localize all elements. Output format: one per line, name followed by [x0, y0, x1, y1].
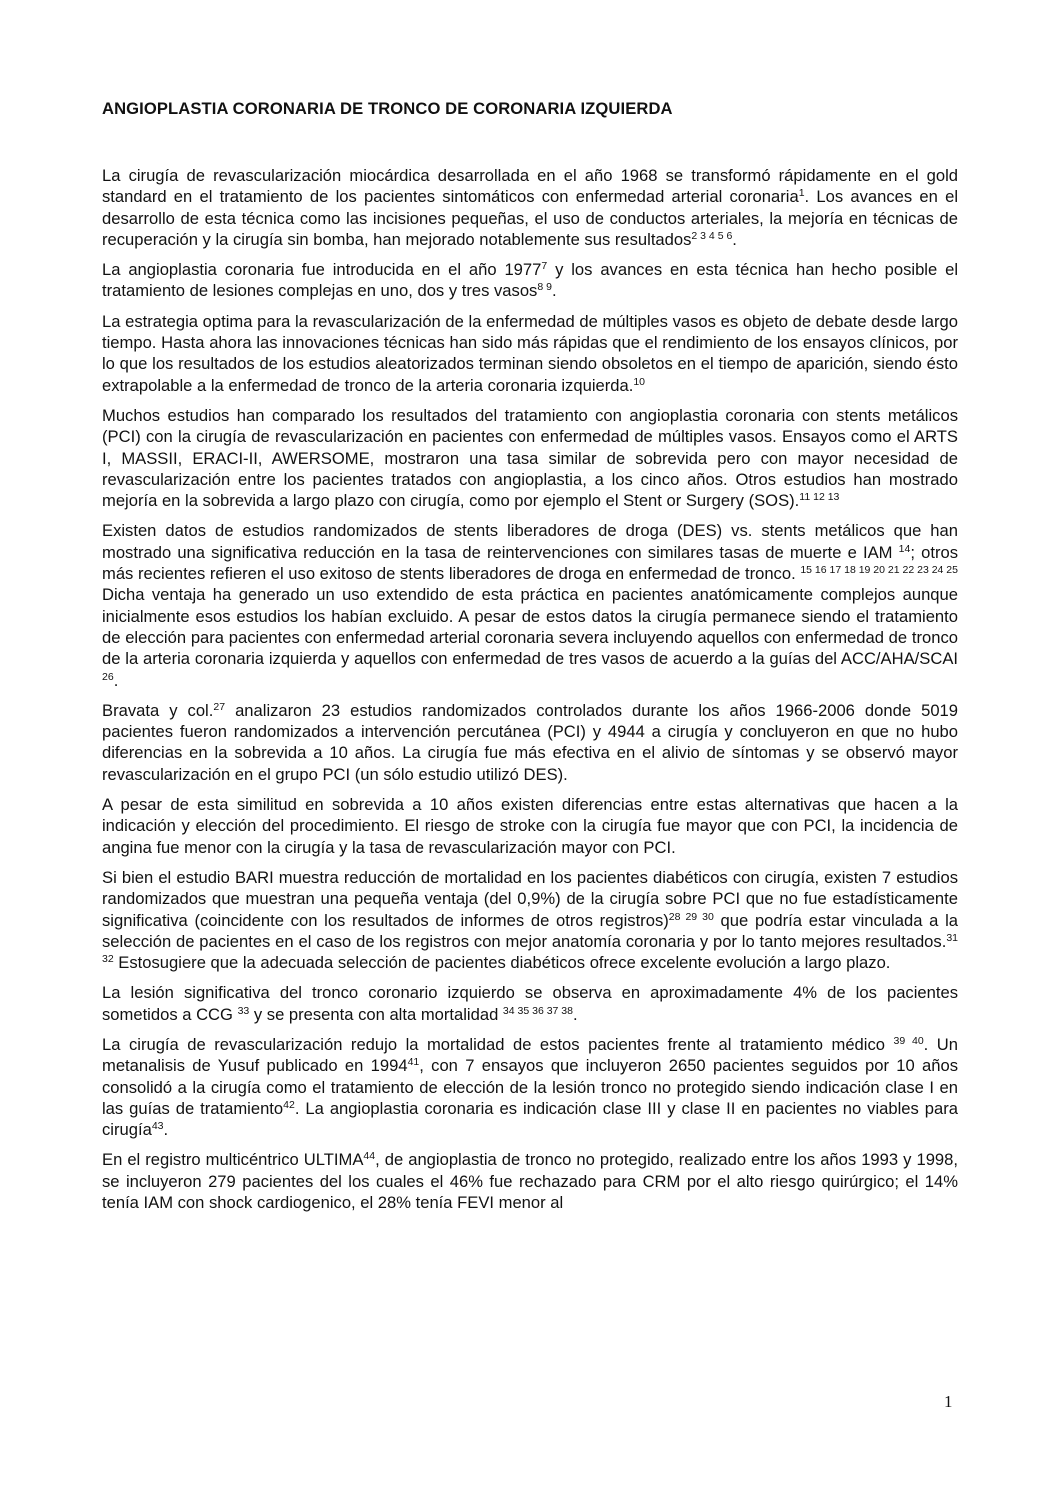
body-paragraph	[102, 982, 958, 1025]
paragraph-text: .	[572, 1004, 578, 1024]
paragraph-text: Muchos estudios han comparado los resultados del tratamiento con angioplastia coronaria con stents metálicos (PCI) con la cirugía de revascularización en pacientes con enfermedad de múltiples vasos. Ensayos como el ARTS I, MASSII, ERACI-II, AWERSOME, mostraron una tasa similar de sobrevida pero con mayor necesidad de revascularización entre los pacientes tratados con angioplastia, a los cinco años. Otros estudios han mostrado mejoría en la sobrevida a largo plazo con cirugía, como por ejemplo el Stent or Surgery (SOS).	[102, 405, 958, 511]
paragraph-text: .	[551, 281, 557, 301]
reference-superscript: 8 9	[537, 281, 552, 294]
paragraph-text: La estrategia optima para la revascularización de la enfermedad de múltiples vasos es objeto de debate desde largo tiempo. Hasta ahora las innovaciones técnicas han sido más rápidas que el rendimiento de los ensayos clínicos, por lo que los resultados de los estudios aleatorizados terminan siendo obsoletos en el tiempo de aparición, siendo ésto extrapolable a la enfermedad de tronco de la arteria coronaria izquierda.	[102, 311, 958, 395]
paragraph-text: , de angioplastia de tronco no protegido, realizado entre los años 1993 y 1998, se incluyeron 279 pacientes del los cuales el 46% fue rechazado para CRM por el alto riesgo quirúrgico; el 14% tenía IAM con shock cardiogenico, el 28% tenía FEVI menor al	[102, 1150, 958, 1213]
body-paragraph	[102, 520, 958, 690]
document-body	[102, 98, 958, 1222]
paragraph-text: y los avances en esta técnica han hecho posible el tratamiento de lesiones complejas en uno, dos y tres vasos	[102, 260, 959, 301]
body-paragraph	[102, 700, 958, 785]
reference-superscript: 41	[407, 1056, 420, 1069]
document-title: ANGIOPLASTIA CORONARIA DE TRONCO DE CORONARIA IZQUIERDA	[102, 99, 673, 118]
page-number: 1	[944, 1392, 953, 1411]
paragraph-list	[102, 165, 958, 1213]
reference-superscript: 44	[363, 1150, 376, 1163]
body-paragraph	[102, 405, 958, 511]
reference-superscript: 28 29 30	[668, 910, 714, 923]
paragraph-text: que podría estar vinculada a la selección de pacientes en el caso de los registros con mejor anatomía coronaria y por lo tanto mejores resultados.	[102, 910, 958, 951]
paragraph-text: Existen datos de estudios randomizados de stents liberadores de droga (DES) vs. stents metálicos que han mostrado una significativa reducción en la tasa de reintervenciones con similares tasas de muerte e IAM	[102, 521, 958, 562]
reference-superscript: 26	[102, 670, 114, 683]
body-paragraph	[102, 311, 958, 396]
body-paragraph	[102, 867, 958, 973]
paragraph-text: La lesión significativa del tronco coronario izquierdo se observa en aproximadamente 4% de los pacientes sometidos a CCG	[102, 983, 958, 1024]
paragraph-text: , con 7 ensayos que incluyeron 2650 pacientes seguidos por 10 años consolidó a la cirugía como el tratamiento de elección de la lesión tronco no protegido siendo indicación clase I en las guías de tratamiento	[102, 1056, 958, 1118]
reference-superscript: 43	[151, 1120, 164, 1133]
body-paragraph	[102, 165, 958, 250]
paragraph-text: ; otros más recientes refieren el uso exitoso de stents liberadores de droga en enfermedad de tronco.	[102, 542, 958, 584]
reference-superscript: 14	[898, 542, 911, 555]
paragraph-text: La angioplastia coronaria fue introducida en el año 1977	[102, 260, 542, 280]
paragraph-text: .	[163, 1120, 169, 1140]
body-paragraph	[102, 259, 958, 302]
body-paragraph	[102, 1149, 958, 1213]
body-paragraph	[102, 1034, 958, 1140]
paragraph-text: Estosugiere que la adecuada selección de pacientes diabéticos ofrece excelente evolución a largo plazo.	[113, 953, 891, 973]
paragraph-text: Si bien el estudio BARI muestra reducción de mortalidad en los pacientes diabéticos con cirugía, existen 7 estudios randomizados que muestran una pequeña ventaja (del 0,9%) de la cirugía sobre PCI que no fue estadísticamente significativa (coincidente con los resultados de informes de otros registros)	[102, 867, 958, 930]
reference-superscript: 33	[237, 1004, 250, 1017]
reference-superscript: 27	[213, 700, 226, 713]
paragraph-text: .	[732, 229, 737, 249]
paragraph-text: . La angioplastia coronaria es indicación clase III y clase II en pacientes no viables para cirugía	[102, 1098, 958, 1140]
reference-superscript: 7	[541, 260, 548, 273]
reference-superscript: 42	[283, 1098, 295, 1111]
paragraph-text: Bravata y col.	[102, 700, 214, 720]
paragraph-text: A pesar de esta similitud en sobrevida a 10 años existen diferencias entre estas alternativas que hacen a la indicación y elección del procedimiento. El riesgo de stroke con la cirugía fue mayor que con PCI, la incidencia de angina fue menor con la cirugía y la tasa de revascularización mayor con PCI.	[102, 795, 958, 857]
paragraph-text: analizaron 23 estudios randomizados controlados durante los años 1966-2006 donde 5019 pacientes fueron randomizados a intervención percutánea (PCI) y 4944 a cirugía y concluyeron en que no hubo diferencias en la sobrevida a 10 años. La cirugía fue más efectiva en el alivio de síntomas y se observó mayor revascularización en el grupo PCI (un sólo estudio utilizó DES).	[102, 700, 959, 784]
paragraph-text: . Un metanalisis de Yusuf publicado en 1994	[102, 1034, 958, 1076]
reference-superscript: 34 35 36 37 38	[502, 1004, 573, 1017]
paragraph-text: Dicha ventaja ha generado un uso extendido de esta práctica en pacientes anatómicamente complejos aunque inicialmente esos estudios los habían excluido. A pesar de estos datos la cirugía permanece siendo el tratamiento de elección para pacientes con enfermedad arterial coronaria severa incluyendo aquellos con enfermedad de tronco de la arteria coronaria izquierda y aquellos con enfermedad de tres vasos de acuerdo a la guías del ACC/AHA/SCAI	[102, 585, 958, 669]
reference-superscript: 10	[633, 375, 646, 388]
paragraph-text: y se presenta con alta mortalidad	[249, 1004, 503, 1024]
paragraph-text: .	[113, 670, 119, 690]
paragraph-text: La cirugía de revascularización miocárdica desarrollada en el año 1968 se transformó rápidamente en el gold standard en el tratamiento de los pacientes sintomáticos con enfermedad arterial coronaria	[102, 166, 958, 207]
paragraph-text: La cirugía de revascularización redujo la mortalidad de estos pacientes frente al tratamiento médico	[102, 1034, 894, 1054]
reference-superscript: 11 12 13	[799, 491, 840, 504]
reference-superscript: 31 32	[102, 931, 958, 966]
reference-superscript: 15 16 17 18 19 20 21 22 23 24 25	[800, 564, 958, 577]
reference-superscript: 39 40	[893, 1034, 924, 1047]
body-paragraph	[102, 794, 958, 858]
reference-superscript: 2 3 4 5 6	[691, 229, 733, 242]
paragraph-text: . Los avances en el desarrollo de esta técnica como las incisiones pequeñas, el uso de conductos arteriales, la mejoría en técnicas de recuperación y la cirugía sin bomba, han mejorado notablemente sus resultados	[102, 187, 959, 249]
reference-superscript: 1	[798, 187, 805, 200]
paragraph-text: En el registro multicéntrico ULTIMA	[102, 1150, 364, 1170]
